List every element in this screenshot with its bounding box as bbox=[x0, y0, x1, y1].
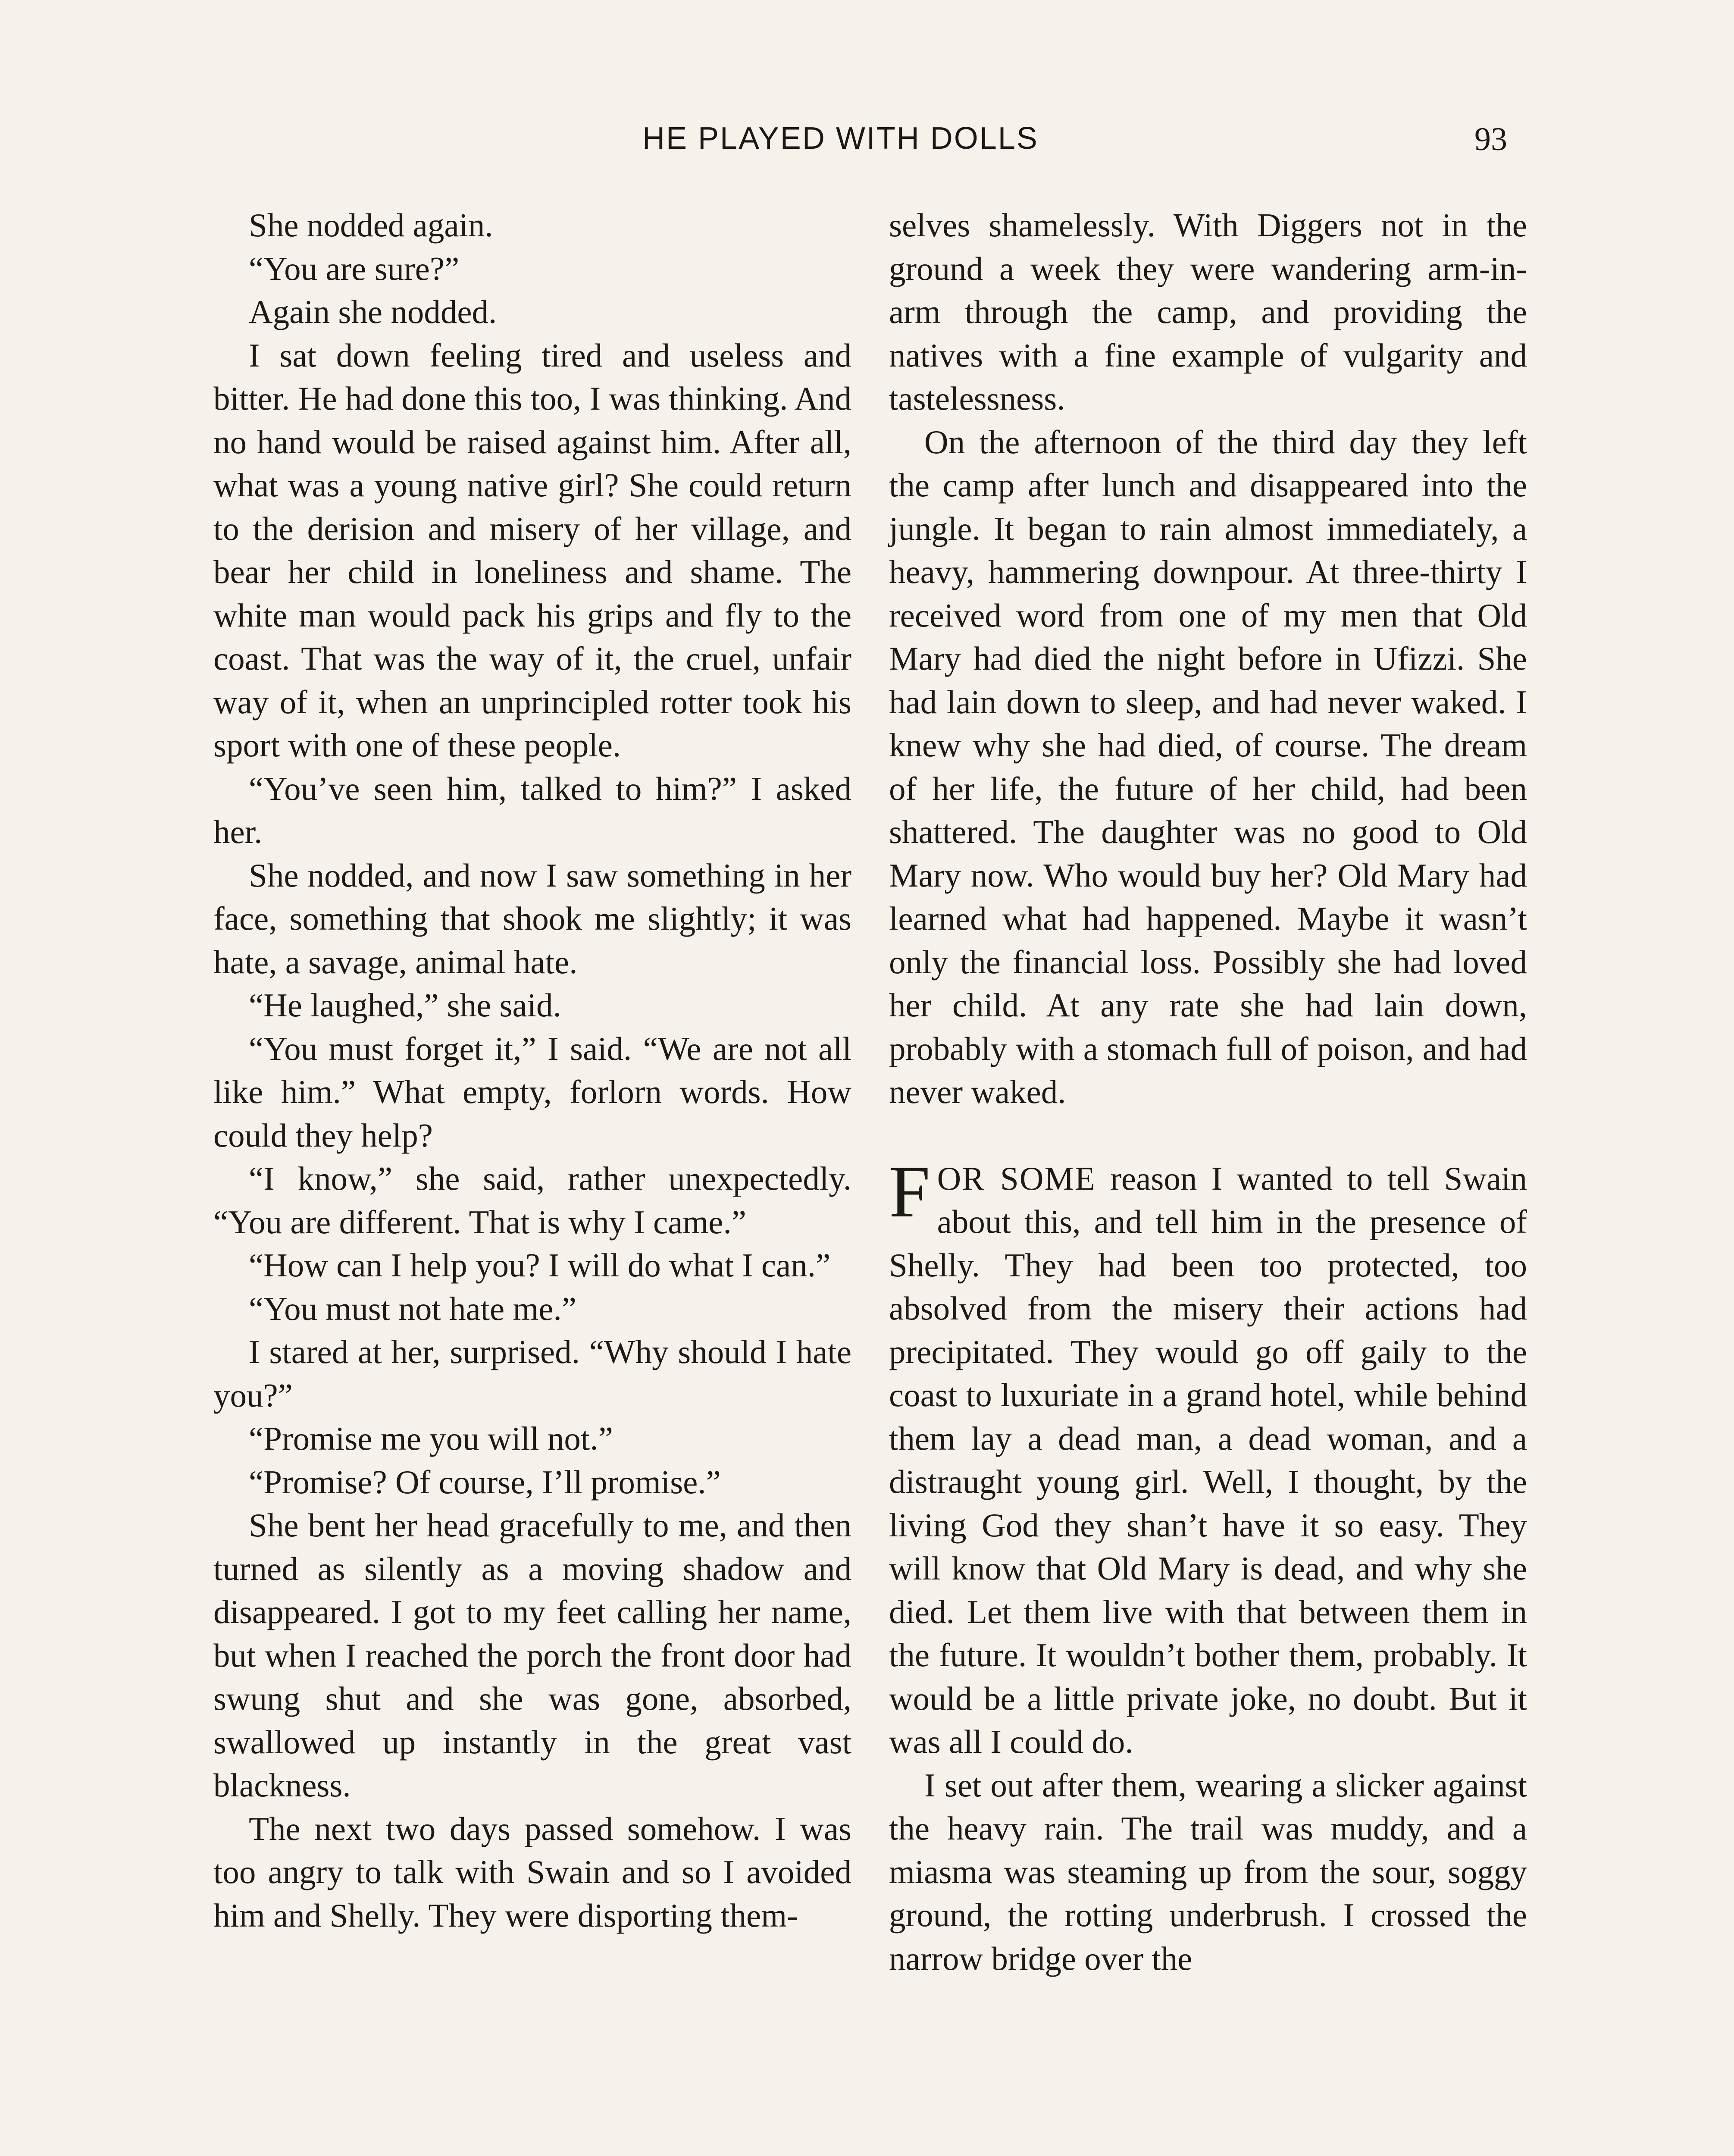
running-head bbox=[0, 121, 1734, 164]
paragraph: The next two days passed somehow. I was too angry to talk with Swain and so I avoided him and Shelly. They were disporting them- bbox=[213, 1810, 851, 1934]
paragraph: “I know,” she said, rather unexpectedly. “You are different. That is why I came.” bbox=[213, 1160, 851, 1241]
paragraph: She nodded, and now I saw something in her face, something that shook me slightly; it was hate, a savage, animal hate. bbox=[213, 856, 851, 981]
page-number: 93 bbox=[1474, 121, 1507, 157]
paragraph-text: reason I wanted to tell Swain about this, and tell him in the presence of Shelly. They had been too protected, too absolved from the misery their actions had precipitated. They would go off gaily to the coast to luxuriate in a grand hotel, while behind them lay a dead man, a dead woman, and a distraught young girl. Well, I thought, by the living God they shan’t have it so easy. They will know that Old Mary is dead, and why she died. Let them live with that between them in the future. It wouldn’t bother them, probably. It would be a little private joke, no doubt. But it was all I could do. bbox=[889, 1159, 1527, 1760]
drop-cap-lead-text: OR SOME bbox=[937, 1159, 1096, 1197]
paragraph: “He laughed,” she said. bbox=[249, 987, 561, 1024]
paragraph: I set out after them, wearing a slicker against the heavy rain. The trail was muddy, and a miasma was steaming up from the sour, soggy ground, the rotting underbrush. I crossed the narrow bridge over the bbox=[889, 1766, 1527, 1977]
paragraph: On the afternoon of the third day they left the camp after lunch and disappeared into the jungle. It began to rain almost immediately, a heavy, hammering downpour. At three-thirty I received word from one of my men that Old Mary had died the night before in Ufizzi. She had lain down to sleep, and had never waked. I knew why she had died, of course. The dream of her life, the future of her child, had been shattered. The daughter was no good to Old Mary now. Who would buy her? Old Mary had learned what had happened. Maybe it wasn’t only the financial loss. Possibly she had loved her child. At any rate she had lain down, probably with a stomach full of poison, and had never waked. bbox=[889, 423, 1527, 1110]
drop-cap: F bbox=[889, 1150, 930, 1233]
section-opening-paragraph bbox=[889, 1150, 1527, 1764]
paragraph: I sat down feeling tired and useless and bitter. He had done this too, I was thinking. And no hand would be raised against him. After all, what was a young native girl? She could return to the derision and misery of her village, and bear her child in loneliness and shame. The white man would pack his grips and fly to the coast. That was the way of it, the cruel, unfair way of it, when an unprincipled rotter took his sport with one of these people. bbox=[213, 336, 851, 764]
paragraph-continuation: selves shamelessly. With Diggers not in the ground a week they were wandering arm-in-arm through the camp, and providing the natives with a fine example of vulgarity and tastelessness. bbox=[889, 207, 1527, 417]
paragraph: “Promise? Of course, I’ll promise.” bbox=[249, 1463, 721, 1501]
paragraph: “You must forget it,” I said. “We are not all like him.” What empty, forlorn words. How could they help? bbox=[213, 1030, 851, 1154]
text-column-right bbox=[889, 204, 1527, 1980]
paragraph: “How can I help you? I will do what I can.” bbox=[249, 1247, 831, 1284]
paragraph: She bent her head gracefully to me, and then turned as silently as a moving shadow and disappeared. I got to my feet calling her name, but when I reached the porch the front door had swung shut and she was gone, absorbed, swallowed up instantly in the great vast blackness. bbox=[213, 1507, 851, 1804]
text-column-left bbox=[213, 204, 851, 1937]
paragraph: She nodded again. bbox=[249, 207, 493, 244]
paragraph: “Promise me you will not.” bbox=[249, 1420, 613, 1457]
running-title: HE PLAYED WITH DOLLS bbox=[642, 121, 1039, 156]
paragraph: Again she nodded. bbox=[249, 293, 497, 330]
paragraph: “You are sure?” bbox=[249, 250, 460, 287]
paragraph: I stared at her, surprised. “Why should I hate you?” bbox=[213, 1333, 851, 1414]
paragraph: “You’ve seen him, talked to him?” I asked her. bbox=[213, 770, 851, 850]
paragraph: “You must not hate me.” bbox=[249, 1290, 576, 1327]
